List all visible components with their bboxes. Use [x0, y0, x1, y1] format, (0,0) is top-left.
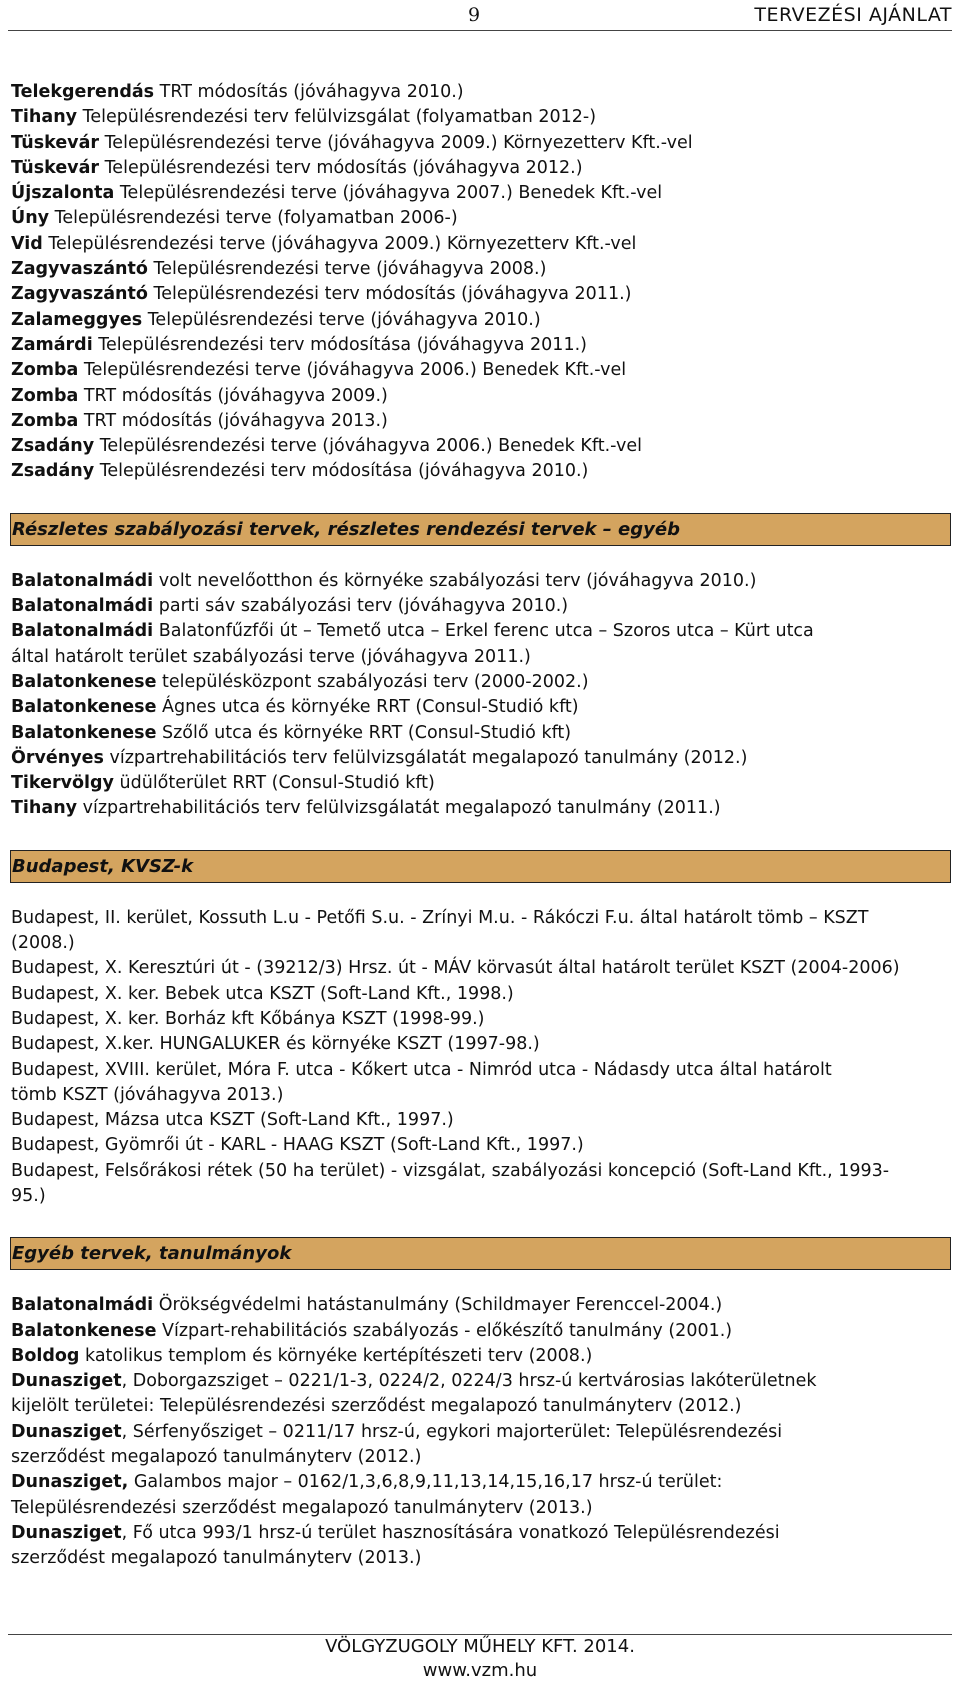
item-description: által határolt terület szabályozási terve (jóváhagyva 2011.) [11, 646, 531, 667]
section-heading-budapest: Budapest, KVSZ-k [10, 850, 951, 883]
list-item [11, 333, 951, 358]
item-description: Galambos major – 0162/1,3,6,8,9,11,13,14,15,16,17 hrsz-ú terület: [128, 1472, 723, 1493]
place-name: Telekgerendás [11, 82, 155, 102]
item-description: Településrendezési terve (jóváhagyva 2008.) [147, 259, 547, 280]
section-heading-detailed-plans: Részletes szabályozási tervek, részletes rendezési tervek – egyéb [10, 513, 951, 546]
item-description: katolikus templom és környéke kertépítészeti terv (2008.) [79, 1345, 593, 1366]
page-header [8, 0, 952, 31]
place-name: Dunasziget [11, 1421, 122, 1442]
list-item [11, 105, 951, 130]
item-description: Településrendezési terv felülvizsgálat (folyamatban 2012-) [77, 107, 597, 128]
place-name: Balatonkenese [11, 671, 157, 692]
list-item [11, 796, 951, 821]
list-item [11, 434, 951, 459]
list-item [11, 1470, 951, 1495]
list-item [11, 257, 951, 282]
page-footer [8, 1634, 952, 1683]
list-item: Budapest, X.ker. HUNGALUKER és környéke KSZT (1997-98.) [11, 1034, 540, 1055]
list-item [11, 409, 951, 434]
list-item [11, 358, 951, 383]
list-item [11, 1293, 951, 1318]
list-item [11, 721, 951, 746]
list-item: Budapest, II. kerület, Kossuth L.u - Petőfi S.u. - Zrínyi M.u. - Rákóczi F.u. által határolt tömb – KSZT [11, 907, 869, 928]
item-description: Balatonfűzfői út – Temető utca – Erkel ferenc utca – Szoros utca – Kürt utca [153, 621, 814, 642]
item-description: Településrendezési terv módosítása (jóváhagyva 2011.) [92, 334, 587, 355]
list-item [11, 80, 951, 105]
place-name: Úny [11, 208, 50, 229]
place-name: Zsadány [11, 461, 95, 482]
item-description: Településrendezési terv módosítás (jóváhagyva 2012.) [99, 157, 583, 178]
place-name: Zomba [11, 360, 79, 381]
item-description: Településrendezési terve (jóváhagyva 2006.) Benedek Kft.-vel [78, 360, 627, 381]
list-item: Budapest, Mázsa utca KSZT (Soft-Land Kft., 1997.) [11, 1110, 454, 1131]
item-description: Településrendezési terv módosítás (jóváhagyva 2011.) [147, 284, 632, 305]
project-list-other-plans [11, 1293, 951, 1571]
place-name: Balatonalmádi [11, 596, 154, 617]
project-list-budapest [11, 906, 951, 1210]
place-name: Tihany [11, 107, 78, 128]
list-item [11, 1394, 951, 1419]
item-description: vízpartrehabilitációs terv felülvizsgálatát megalapozó tanulmány (2011.) [77, 798, 721, 819]
place-name: Balatonalmádi [11, 621, 154, 642]
list-item [11, 569, 951, 594]
place-name: Újszalonta [11, 183, 115, 204]
list-item [11, 645, 951, 670]
list-item [11, 1319, 951, 1344]
place-name: Dunasziget [11, 1522, 122, 1543]
list-item [11, 1344, 951, 1369]
header-title: TERVEZÉSI AJÁNLAT [754, 4, 952, 26]
place-name: Balatonalmádi [11, 1295, 154, 1316]
item-description: TRT módosítás (jóváhagyva 2013.) [78, 410, 388, 431]
list-item [11, 232, 951, 257]
item-description: parti sáv szabályozási terv (jóváhagyva 2010.) [153, 596, 569, 617]
place-name: Balatonkenese [11, 1320, 157, 1341]
place-name: Tihany [11, 798, 78, 819]
item-description: Településrendezési terv módosítása (jóváhagyva 2010.) [94, 461, 589, 482]
item-description: Településrendezési szerződést megalapozó tanulmányterv (2013.) [11, 1497, 593, 1518]
list-item [11, 206, 951, 231]
item-description: településközpont szabályozási terv (2000-2002.) [156, 671, 589, 692]
project-list-detailed-plans [11, 569, 951, 822]
list-item [11, 746, 951, 771]
item-description: szerződést megalapozó tanulmányterv (2012.) [11, 1447, 422, 1468]
item-description: kijelölt területei: Településrendezési szerződést megalapozó tanulmányterv (2012.) [11, 1396, 742, 1417]
place-name: Zamárdi [11, 334, 93, 355]
list-item: (2008.) [11, 933, 75, 954]
place-name: Zagyvaszántó [11, 259, 148, 280]
list-item: Budapest, X. Keresztúri út - (39212/3) Hrsz. út - MÁV körvasút által határolt terület KSZT (2004-2006) [11, 958, 900, 979]
place-name: Balatonalmádi [11, 570, 154, 591]
list-item [11, 771, 951, 796]
list-item [11, 384, 951, 409]
list-item [11, 594, 951, 619]
item-description: , Fő utca 993/1 hrsz-ú terület hasznosítására vonatkozó Településrendezési [121, 1522, 780, 1543]
item-description: Örökségvédelmi hatástanulmány (Schildmayer Ferenccel-2004.) [153, 1295, 723, 1316]
place-name: Tüskevár [11, 132, 100, 153]
list-item [11, 131, 951, 156]
project-list-settlement-plans [11, 80, 951, 485]
list-item [11, 282, 951, 307]
page-number: 9 [468, 4, 481, 26]
footer-company: VÖLGYZUGOLY MŰHELY KFT. 2014. [325, 1636, 635, 1657]
place-name: Zalameggyes [11, 309, 143, 330]
list-item: Budapest, Gyömrői út - KARL - HAAG KSZT (Soft-Land Kft., 1997.) [11, 1135, 584, 1156]
list-item: Budapest, X. ker. Bebek utca KSZT (Soft-Land Kft., 1998.) [11, 983, 514, 1004]
list-item [11, 1496, 951, 1521]
place-name: Zomba [11, 410, 79, 431]
item-description: Vízpart-rehabilitációs szabályozás - előkészítő tanulmány (2001.) [156, 1320, 733, 1341]
place-name: Dunasziget [11, 1371, 122, 1392]
place-name: Vid [11, 233, 43, 254]
place-name: Dunasziget, [11, 1472, 129, 1493]
item-description: TRT módosítás (jóváhagyva 2010.) [154, 82, 464, 102]
list-item: tömb KSZT (jóváhagyva 2013.) [11, 1084, 284, 1105]
list-item [11, 1369, 951, 1394]
item-description: Szőlő utca és környéke RRT (Consul-Studió kft) [156, 722, 572, 743]
list-item [11, 308, 951, 333]
item-description: volt nevelőotthon és környéke szabályozási terv (jóváhagyva 2010.) [153, 570, 757, 591]
list-item [11, 670, 951, 695]
item-description: , Doborgazsziget – 0221/1-3, 0224/2, 0224/3 hrsz-ú kertvárosias lakóterületnek [121, 1371, 817, 1392]
list-item [11, 1420, 951, 1445]
footer-website: www.vzm.hu [422, 1660, 538, 1681]
list-item: Budapest, XVIII. kerület, Móra F. utca - Kőkert utca - Nimród utca - Nádasdy utca által határolt [11, 1059, 832, 1080]
list-item [11, 181, 951, 206]
list-item [11, 1521, 951, 1546]
list-item [11, 1546, 951, 1571]
place-name: Zsadány [11, 436, 95, 457]
place-name: Zomba [11, 385, 79, 406]
list-item: Budapest, Felsőrákosi rétek (50 ha terület) - vizsgálat, szabályozási koncepció (Soft-Land Kft., 1993- [11, 1160, 890, 1181]
place-name: Zagyvaszántó [11, 284, 148, 305]
document-body [11, 80, 951, 1572]
item-description: vízpartrehabilitációs terv felülvizsgálatát megalapozó tanulmány (2012.) [103, 747, 748, 768]
item-description: TRT módosítás (jóváhagyva 2009.) [78, 385, 388, 406]
item-description: Településrendezési terve (jóváhagyva 2009.) Környezetterv Kft.-vel [99, 132, 693, 153]
list-item: 95.) [11, 1185, 46, 1206]
section-heading-other-plans: Egyéb tervek, tanulmányok [10, 1237, 951, 1270]
item-description: Településrendezési terve (folyamatban 2006-) [49, 208, 458, 229]
item-description: , Sérfenyősziget – 0211/17 hrsz-ú, egykori majorterület: Településrendezési [121, 1421, 783, 1442]
place-name: Balatonkenese [11, 722, 157, 743]
item-description: Ágnes utca és környéke RRT (Consul-Studió kft) [156, 697, 579, 718]
item-description: Településrendezési terve (jóváhagyva 2006.) Benedek Kft.-vel [94, 436, 642, 457]
place-name: Tüskevár [11, 157, 100, 178]
list-item [11, 695, 951, 720]
list-item [11, 459, 951, 484]
list-item [11, 156, 951, 181]
place-name: Örvényes [11, 747, 104, 768]
item-description: Településrendezési terve (jóváhagyva 2010.) [142, 309, 541, 330]
place-name: Boldog [11, 1345, 80, 1366]
list-item [11, 619, 951, 644]
place-name: Balatonkenese [11, 697, 157, 718]
item-description: Településrendezési terve (jóváhagyva 2007.) Benedek Kft.-vel [114, 183, 663, 204]
item-description: üdülőterület RRT (Consul-Studió kft) [113, 773, 435, 794]
item-description: szerződést megalapozó tanulmányterv (2013.) [11, 1548, 422, 1569]
item-description: Településrendezési terve (jóváhagyva 2009.) Környezetterv Kft.-vel [42, 233, 637, 254]
place-name: Tikervölgy [11, 773, 114, 794]
list-item [11, 1445, 951, 1470]
list-item: Budapest, X. ker. Borház kft Kőbánya KSZT (1998-99.) [11, 1008, 485, 1029]
